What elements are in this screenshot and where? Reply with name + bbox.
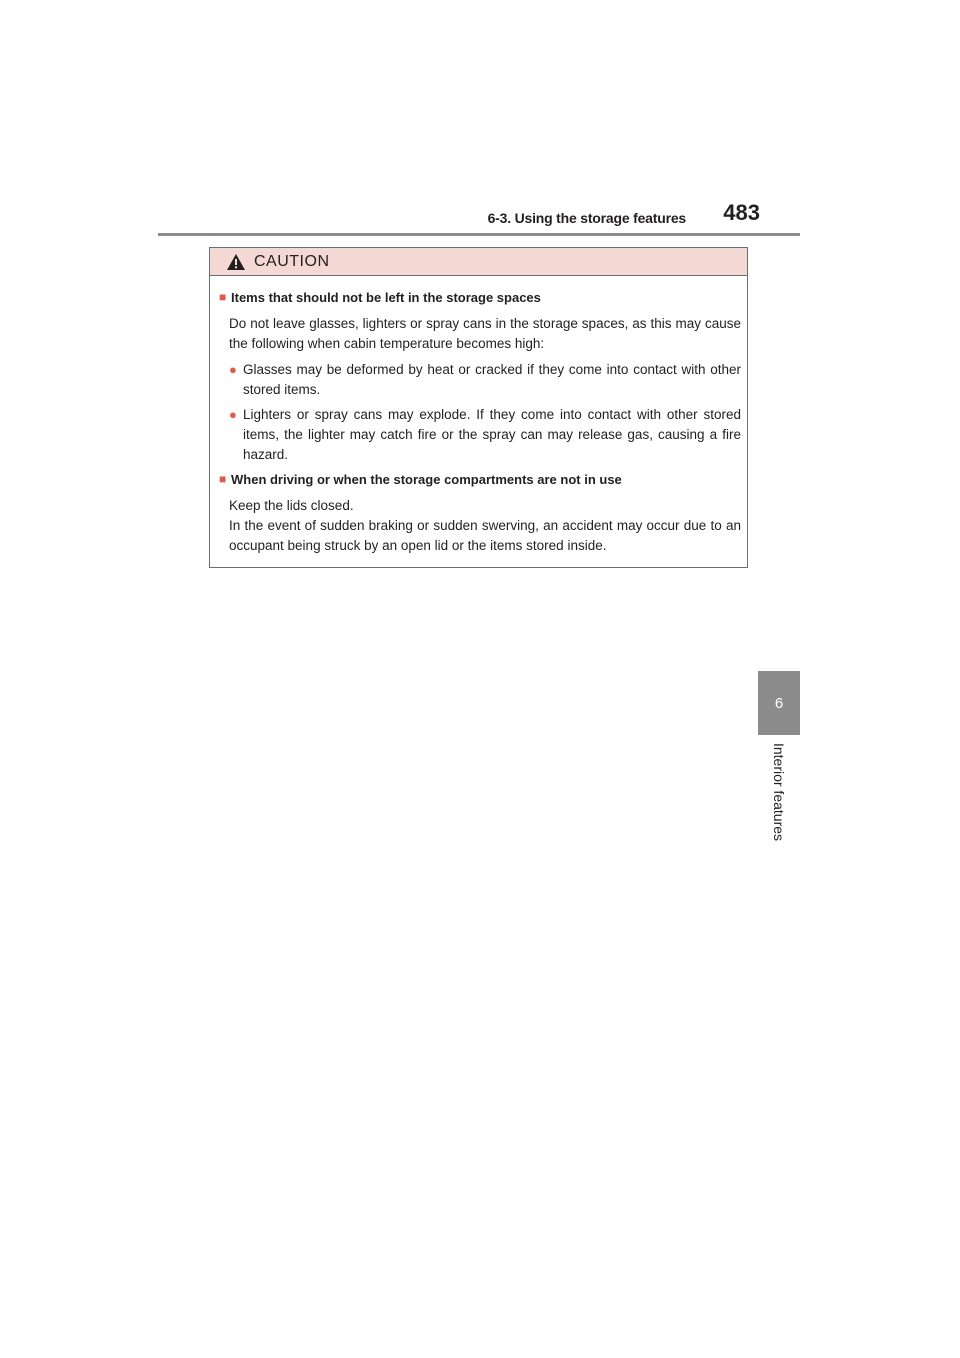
section-heading-driving	[219, 470, 741, 489]
caution-title: CAUTION	[254, 252, 330, 270]
list-item	[219, 360, 741, 400]
caution-box	[209, 247, 748, 568]
section-line: In the event of sudden braking or sudden swerving, an accident may occur due to an occupant being struck by an open lid or the items stored inside.	[229, 518, 741, 553]
section-line: Keep the lids closed.	[229, 498, 354, 513]
chapter-number: 6	[774, 694, 784, 712]
page-number: 483	[723, 200, 760, 225]
warning-triangle-icon	[226, 253, 246, 271]
section-title: 6-3. Using the storage features	[487, 210, 686, 226]
square-bullet-icon: ■	[219, 472, 227, 486]
section-heading-storage-items	[219, 288, 741, 307]
list-item-text: Glasses may be deformed by heat or cracked if they come into contact with other stored items.	[243, 362, 741, 397]
chapter-label: Interior features	[771, 742, 787, 842]
list-item-text: Lighters or spray cans may explode. If they come into contact with other stored items, the lighter may catch fire or the spray can may release gas, causing a fire hazard.	[243, 407, 741, 462]
list-item	[219, 405, 741, 465]
section-heading-text: When driving or when the storage compartments are not in use	[231, 472, 622, 487]
round-bullet-icon: ●	[229, 407, 237, 422]
header-rule	[158, 233, 800, 236]
caution-header	[210, 248, 747, 276]
chapter-tab	[758, 671, 800, 735]
caution-body	[210, 276, 747, 556]
section-heading-text: Items that should not be left in the storage spaces	[231, 290, 541, 305]
square-bullet-icon: ■	[219, 290, 227, 304]
section-intro: Do not leave glasses, lighters or spray cans in the storage spaces, as this may cause the following when cabin temperature becomes high:	[229, 316, 741, 351]
round-bullet-icon: ●	[229, 362, 237, 377]
